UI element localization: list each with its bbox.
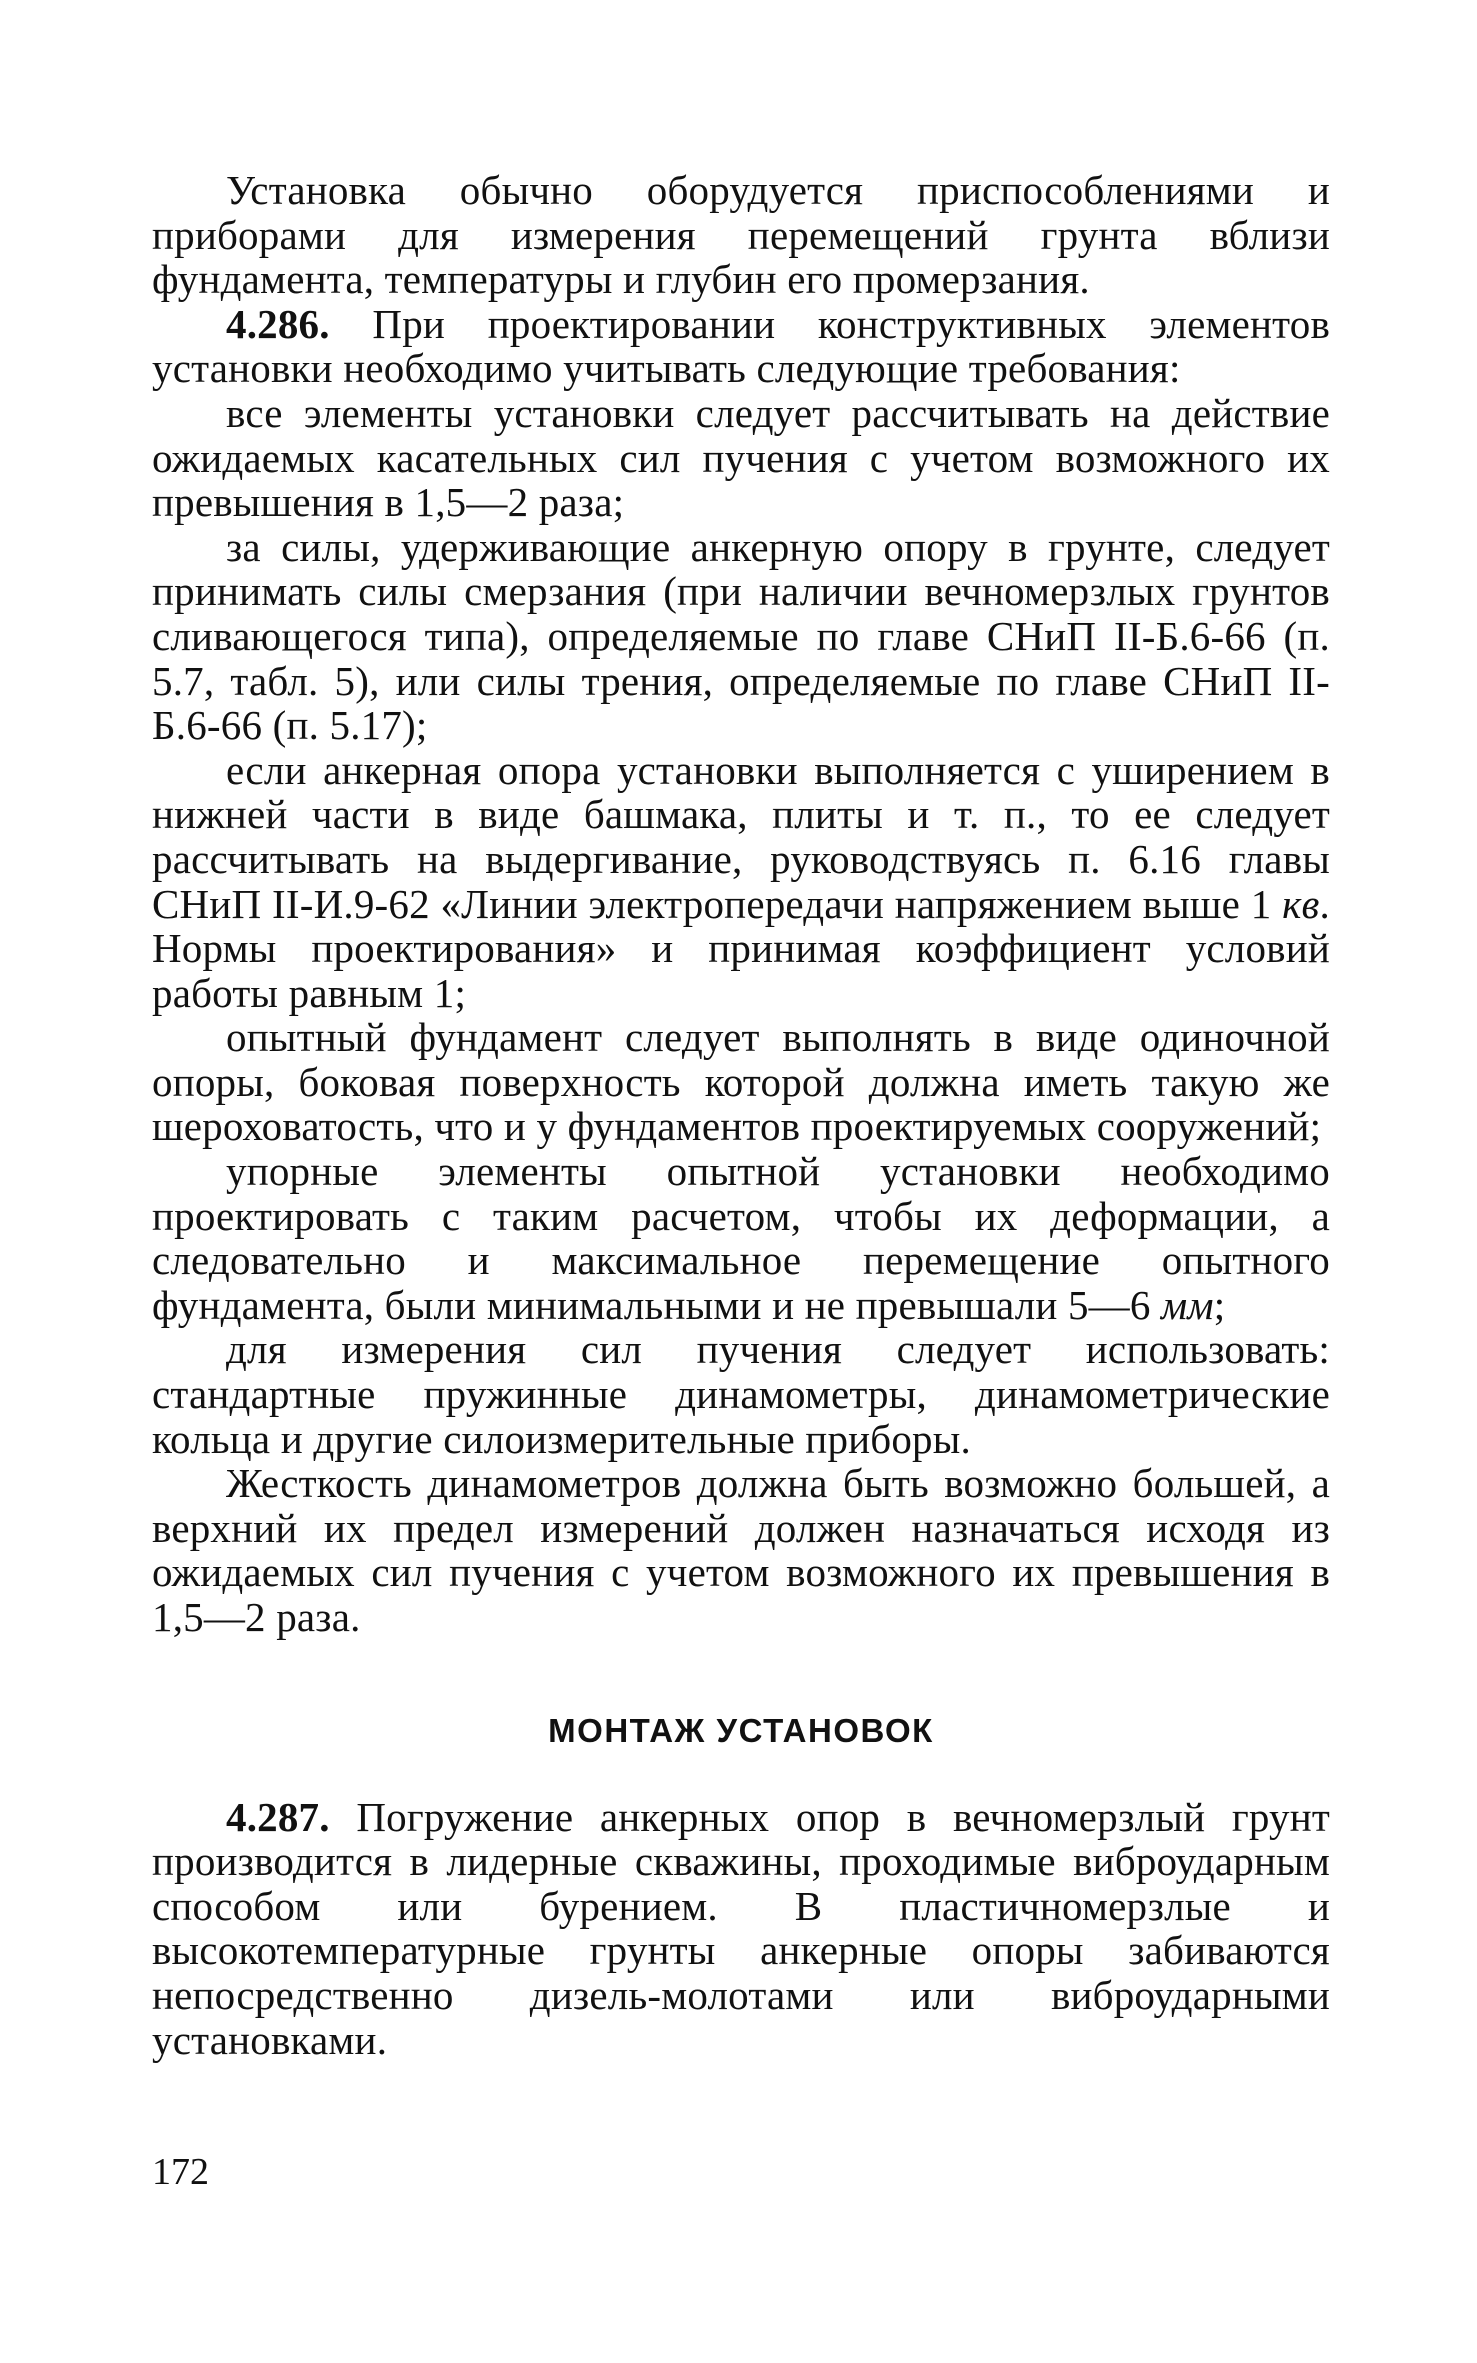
paragraph-text: для измерения сил пучения следует использовать: стандартные пружинные динамометры, динамометрические кольца и другие силоизмерительные приборы. — [152, 1326, 1330, 1462]
paragraph-4-287 — [152, 1795, 1330, 2063]
clause-number: 4.287. — [226, 1793, 330, 1840]
paragraph-text: за силы, удерживающие анкерную опору в грунте, следует принимать силы смерзания (при наличии вечномерзлых грунтов сливающегося типа), определяемые по главе СНиП II-Б.6-66 (п. 5.7, табл. 5), или силы трения, определяемые по главе СНиП II-Б.6-66 (п. 5.17); — [152, 523, 1330, 749]
page-number: 172 — [152, 2151, 209, 2193]
paragraph-text: . Нормы проектирования» и принимая коэффициент условий работы равным 1; — [152, 880, 1330, 1016]
paragraph-requirement-loads — [152, 391, 1330, 525]
paragraph-text: Установка обычно оборудуется приспособлениями и приборами для измерения перемещений грунта вблизи фундамента, температуры и глубин его промерзания. — [152, 167, 1330, 303]
paragraph-intro — [152, 168, 1330, 302]
paragraph-requirement-stop-elements — [152, 1149, 1330, 1327]
paragraph-text: если анкерная опора установки выполняется с уширением в нижней части в виде башмака, плиты и т. п., то ее следует рассчитывать на выдергивание, руководствуясь п. 6.16 главы СНиП II-И.9-62 «Линии электропередачи напряжением выше 1 — [152, 746, 1330, 927]
paragraph-4-286 — [152, 302, 1330, 391]
paragraph-requirement-forces — [152, 525, 1330, 748]
paragraph-dynamometer-stiffness — [152, 1461, 1330, 1639]
paragraph-text: Жесткость динамометров должна быть возможно большей, а верхний их предел измерений должен назначаться исходя из ожидаемых сил пучения с учетом возможного их превышения в 1,5—2 раза. — [152, 1460, 1330, 1640]
paragraph-text: При проектировании конструктивных элементов установки необходимо учитывать следующие требования: — [152, 300, 1330, 392]
page-body — [152, 168, 1330, 2062]
paragraph-text: упорные элементы опытной установки необходимо проектировать с таким расчетом, чтобы их деформации, а следовательно и максимальное перемещение опытного фундамента, были минимальными и не превышали 5—6 — [152, 1148, 1330, 1328]
paragraph-requirement-foundation — [152, 1015, 1330, 1149]
paragraph-requirement-anchor — [152, 748, 1330, 1016]
paragraph-text: ; — [1213, 1281, 1226, 1328]
paragraph-requirement-measurement — [152, 1327, 1330, 1461]
paragraph-text: все элементы установки следует рассчитывать на действие ожидаемых касательных сил пучения с учетом возможного их превышения в 1,5—2 раза; — [152, 389, 1330, 526]
unit-kv: кв — [1282, 880, 1320, 927]
paragraph-text: Погружение анкерных опор в вечномерзлый грунт производится в лидерные скважины, проходимые виброударным способом или бурением. В пластичномерзлые и высокотемпературные грунты анкерные опоры забиваются непосредственно дизель-молотами или виброударными установками. — [152, 1793, 1330, 2063]
clause-number: 4.286. — [226, 300, 330, 347]
unit-mm: мм — [1161, 1281, 1214, 1328]
section-heading: МОНТАЖ УСТАНОВОК — [548, 1711, 934, 1749]
paragraph-text: опытный фундамент следует выполнять в виде одиночной опоры, боковая поверхность которой должна иметь такую же шероховатость, что и у фундаментов проектируемых сооружений; — [152, 1014, 1330, 1150]
